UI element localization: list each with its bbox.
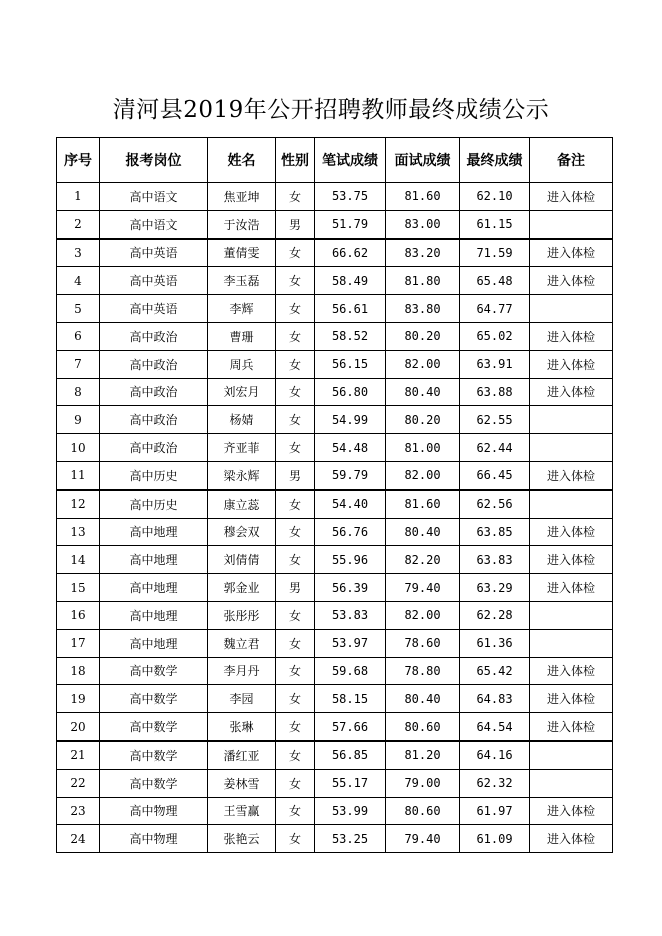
- cell-final-score: 63.29: [460, 574, 530, 602]
- cell-post: 高中地理: [100, 546, 208, 574]
- cell-no: 14: [57, 546, 100, 574]
- cell-final-score: 61.36: [460, 629, 530, 657]
- table-row: [57, 574, 613, 602]
- cell-gender: 男: [276, 461, 315, 489]
- cell-name: 周兵: [208, 350, 276, 378]
- table-header-row: [57, 138, 613, 183]
- cell-post: 高中政治: [100, 406, 208, 434]
- cell-written-score: 55.96: [315, 546, 386, 574]
- cell-gender: 男: [276, 574, 315, 602]
- cell-no: 4: [57, 267, 100, 295]
- cell-gender: 女: [276, 825, 315, 853]
- cell-final-score: 63.88: [460, 378, 530, 406]
- cell-written-score: 53.25: [315, 825, 386, 853]
- cell-written-score: 59.79: [315, 461, 386, 489]
- cell-post: 高中物理: [100, 797, 208, 825]
- cell-remark: 进入体检: [530, 825, 613, 853]
- cell-final-score: 64.83: [460, 685, 530, 713]
- cell-final-score: 64.54: [460, 713, 530, 741]
- cell-name: 梁永辉: [208, 461, 276, 489]
- cell-written-score: 56.39: [315, 574, 386, 602]
- cell-name: 刘倩倩: [208, 546, 276, 574]
- cell-name: 李园: [208, 685, 276, 713]
- cell-interview-score: 78.80: [386, 657, 460, 685]
- table-row: [57, 183, 613, 211]
- cell-no: 20: [57, 713, 100, 741]
- table-row: [57, 267, 613, 295]
- cell-gender: 女: [276, 685, 315, 713]
- cell-remark: [530, 210, 613, 238]
- cell-post: 高中地理: [100, 574, 208, 602]
- cell-name: 王雪赢: [208, 797, 276, 825]
- cell-gender: 女: [276, 629, 315, 657]
- cell-written-score: 58.15: [315, 685, 386, 713]
- cell-post: 高中政治: [100, 350, 208, 378]
- cell-name: 张彤彤: [208, 601, 276, 629]
- cell-gender: 男: [276, 210, 315, 238]
- cell-post: 高中数学: [100, 769, 208, 797]
- cell-interview-score: 83.00: [386, 210, 460, 238]
- cell-remark: 进入体检: [530, 378, 613, 406]
- cell-no: 5: [57, 295, 100, 323]
- cell-name: 康立蕊: [208, 490, 276, 518]
- cell-gender: 女: [276, 657, 315, 685]
- cell-written-score: 53.75: [315, 183, 386, 211]
- cell-remark: 进入体检: [530, 267, 613, 295]
- table-row: [57, 490, 613, 518]
- cell-remark: 进入体检: [530, 685, 613, 713]
- cell-written-score: 56.76: [315, 518, 386, 546]
- cell-gender: 女: [276, 406, 315, 434]
- cell-interview-score: 80.20: [386, 322, 460, 350]
- cell-no: 2: [57, 210, 100, 238]
- cell-interview-score: 80.40: [386, 518, 460, 546]
- cell-interview-score: 79.40: [386, 825, 460, 853]
- cell-gender: 女: [276, 713, 315, 741]
- cell-interview-score: 81.00: [386, 434, 460, 462]
- cell-no: 22: [57, 769, 100, 797]
- table-row: [57, 769, 613, 797]
- cell-no: 24: [57, 825, 100, 853]
- table-row: [57, 657, 613, 685]
- cell-post: 高中数学: [100, 713, 208, 741]
- cell-final-score: 64.77: [460, 295, 530, 323]
- cell-remark: 进入体检: [530, 239, 613, 267]
- cell-no: 7: [57, 350, 100, 378]
- table-row: [57, 378, 613, 406]
- cell-written-score: 58.52: [315, 322, 386, 350]
- cell-post: 高中地理: [100, 601, 208, 629]
- table-row: [57, 825, 613, 853]
- cell-no: 12: [57, 490, 100, 518]
- cell-final-score: 63.85: [460, 518, 530, 546]
- cell-remark: 进入体检: [530, 183, 613, 211]
- cell-no: 18: [57, 657, 100, 685]
- cell-interview-score: 82.00: [386, 461, 460, 489]
- cell-final-score: 63.83: [460, 546, 530, 574]
- header-no: 序号: [57, 138, 100, 183]
- table-row: [57, 685, 613, 713]
- cell-interview-score: 80.40: [386, 685, 460, 713]
- cell-gender: 女: [276, 741, 315, 769]
- cell-interview-score: 81.20: [386, 741, 460, 769]
- header-final-score: 最终成绩: [460, 138, 530, 183]
- cell-gender: 女: [276, 295, 315, 323]
- cell-final-score: 65.48: [460, 267, 530, 295]
- cell-final-score: 63.91: [460, 350, 530, 378]
- cell-final-score: 65.42: [460, 657, 530, 685]
- cell-written-score: 53.99: [315, 797, 386, 825]
- cell-post: 高中数学: [100, 685, 208, 713]
- cell-no: 11: [57, 461, 100, 489]
- table-row: [57, 239, 613, 267]
- cell-gender: 女: [276, 518, 315, 546]
- cell-interview-score: 80.60: [386, 713, 460, 741]
- cell-remark: [530, 601, 613, 629]
- cell-post: 高中政治: [100, 378, 208, 406]
- cell-no: 9: [57, 406, 100, 434]
- cell-post: 高中语文: [100, 183, 208, 211]
- table-row: [57, 741, 613, 769]
- cell-final-score: 62.55: [460, 406, 530, 434]
- results-table: [56, 137, 613, 853]
- cell-remark: 进入体检: [530, 461, 613, 489]
- cell-name: 郭金业: [208, 574, 276, 602]
- cell-name: 焦亚坤: [208, 183, 276, 211]
- cell-written-score: 54.48: [315, 434, 386, 462]
- cell-interview-score: 80.60: [386, 797, 460, 825]
- cell-written-score: 58.49: [315, 267, 386, 295]
- cell-written-score: 56.85: [315, 741, 386, 769]
- cell-gender: 女: [276, 601, 315, 629]
- header-name: 姓名: [208, 138, 276, 183]
- cell-gender: 女: [276, 434, 315, 462]
- cell-remark: 进入体检: [530, 322, 613, 350]
- cell-post: 高中数学: [100, 741, 208, 769]
- table-row: [57, 518, 613, 546]
- cell-gender: 女: [276, 378, 315, 406]
- cell-no: 8: [57, 378, 100, 406]
- cell-post: 高中英语: [100, 239, 208, 267]
- table-row: [57, 601, 613, 629]
- cell-gender: 女: [276, 546, 315, 574]
- cell-name: 曹珊: [208, 322, 276, 350]
- table-row: [57, 210, 613, 238]
- table-row: [57, 295, 613, 323]
- cell-written-score: 55.17: [315, 769, 386, 797]
- cell-gender: 女: [276, 239, 315, 267]
- cell-no: 17: [57, 629, 100, 657]
- table-row: [57, 350, 613, 378]
- cell-remark: [530, 629, 613, 657]
- page-title: 清河县2019年公开招聘教师最终成绩公示: [112, 97, 550, 123]
- cell-no: 15: [57, 574, 100, 602]
- cell-interview-score: 83.80: [386, 295, 460, 323]
- cell-final-score: 65.02: [460, 322, 530, 350]
- cell-post: 高中政治: [100, 322, 208, 350]
- cell-final-score: 61.15: [460, 210, 530, 238]
- cell-written-score: 51.79: [315, 210, 386, 238]
- cell-no: 13: [57, 518, 100, 546]
- table-row: [57, 629, 613, 657]
- cell-remark: [530, 295, 613, 323]
- cell-final-score: 61.09: [460, 825, 530, 853]
- table-row: [57, 713, 613, 741]
- table-row: [57, 461, 613, 489]
- cell-name: 潘红亚: [208, 741, 276, 769]
- cell-interview-score: 82.00: [386, 601, 460, 629]
- cell-name: 齐亚菲: [208, 434, 276, 462]
- cell-interview-score: 78.60: [386, 629, 460, 657]
- table-row: [57, 406, 613, 434]
- cell-name: 张琳: [208, 713, 276, 741]
- cell-name: 姜林雪: [208, 769, 276, 797]
- cell-written-score: 56.61: [315, 295, 386, 323]
- cell-written-score: 53.83: [315, 601, 386, 629]
- cell-remark: 进入体检: [530, 713, 613, 741]
- cell-no: 3: [57, 239, 100, 267]
- table-row: [57, 434, 613, 462]
- cell-post: 高中历史: [100, 461, 208, 489]
- header-interview-score: 面试成绩: [386, 138, 460, 183]
- cell-interview-score: 82.20: [386, 546, 460, 574]
- table-row: [57, 322, 613, 350]
- cell-remark: 进入体检: [530, 657, 613, 685]
- cell-name: 张艳云: [208, 825, 276, 853]
- cell-written-score: 53.97: [315, 629, 386, 657]
- cell-no: 16: [57, 601, 100, 629]
- cell-name: 李辉: [208, 295, 276, 323]
- cell-final-score: 66.45: [460, 461, 530, 489]
- table-row: [57, 797, 613, 825]
- cell-final-score: 62.28: [460, 601, 530, 629]
- cell-written-score: 56.80: [315, 378, 386, 406]
- header-written-score: 笔试成绩: [315, 138, 386, 183]
- cell-post: 高中历史: [100, 490, 208, 518]
- cell-name: 于汝浩: [208, 210, 276, 238]
- cell-remark: [530, 741, 613, 769]
- cell-gender: 女: [276, 797, 315, 825]
- cell-post: 高中地理: [100, 629, 208, 657]
- cell-final-score: 62.32: [460, 769, 530, 797]
- cell-remark: [530, 434, 613, 462]
- cell-post: 高中数学: [100, 657, 208, 685]
- cell-final-score: 64.16: [460, 741, 530, 769]
- cell-final-score: 62.10: [460, 183, 530, 211]
- cell-remark: 进入体检: [530, 518, 613, 546]
- cell-remark: 进入体检: [530, 546, 613, 574]
- cell-post: 高中地理: [100, 518, 208, 546]
- cell-gender: 女: [276, 350, 315, 378]
- cell-no: 21: [57, 741, 100, 769]
- cell-remark: [530, 490, 613, 518]
- cell-name: 李玉磊: [208, 267, 276, 295]
- cell-written-score: 54.40: [315, 490, 386, 518]
- cell-name: 穆会双: [208, 518, 276, 546]
- cell-written-score: 66.62: [315, 239, 386, 267]
- cell-gender: 女: [276, 267, 315, 295]
- cell-interview-score: 79.40: [386, 574, 460, 602]
- cell-no: 19: [57, 685, 100, 713]
- cell-name: 李月丹: [208, 657, 276, 685]
- cell-final-score: 71.59: [460, 239, 530, 267]
- cell-final-score: 61.97: [460, 797, 530, 825]
- cell-remark: 进入体检: [530, 574, 613, 602]
- cell-interview-score: 80.20: [386, 406, 460, 434]
- cell-name: 刘宏月: [208, 378, 276, 406]
- cell-remark: 进入体检: [530, 797, 613, 825]
- cell-post: 高中英语: [100, 295, 208, 323]
- cell-gender: 女: [276, 769, 315, 797]
- cell-written-score: 54.99: [315, 406, 386, 434]
- cell-final-score: 62.56: [460, 490, 530, 518]
- cell-no: 23: [57, 797, 100, 825]
- cell-interview-score: 81.60: [386, 490, 460, 518]
- cell-post: 高中英语: [100, 267, 208, 295]
- cell-no: 1: [57, 183, 100, 211]
- table-row: [57, 546, 613, 574]
- cell-post: 高中物理: [100, 825, 208, 853]
- cell-interview-score: 82.00: [386, 350, 460, 378]
- cell-post: 高中语文: [100, 210, 208, 238]
- cell-interview-score: 81.60: [386, 183, 460, 211]
- cell-interview-score: 79.00: [386, 769, 460, 797]
- header-gender: 性别: [276, 138, 315, 183]
- cell-written-score: 56.15: [315, 350, 386, 378]
- cell-remark: [530, 769, 613, 797]
- cell-post: 高中政治: [100, 434, 208, 462]
- cell-gender: 女: [276, 322, 315, 350]
- cell-final-score: 62.44: [460, 434, 530, 462]
- cell-remark: 进入体检: [530, 350, 613, 378]
- header-post: 报考岗位: [100, 138, 208, 183]
- cell-name: 魏立君: [208, 629, 276, 657]
- cell-gender: 女: [276, 183, 315, 211]
- cell-interview-score: 81.80: [386, 267, 460, 295]
- cell-name: 杨婧: [208, 406, 276, 434]
- cell-no: 6: [57, 322, 100, 350]
- cell-remark: [530, 406, 613, 434]
- cell-written-score: 57.66: [315, 713, 386, 741]
- cell-gender: 女: [276, 490, 315, 518]
- cell-interview-score: 80.40: [386, 378, 460, 406]
- header-remark: 备注: [530, 138, 613, 183]
- cell-interview-score: 83.20: [386, 239, 460, 267]
- cell-name: 董倩雯: [208, 239, 276, 267]
- cell-written-score: 59.68: [315, 657, 386, 685]
- cell-no: 10: [57, 434, 100, 462]
